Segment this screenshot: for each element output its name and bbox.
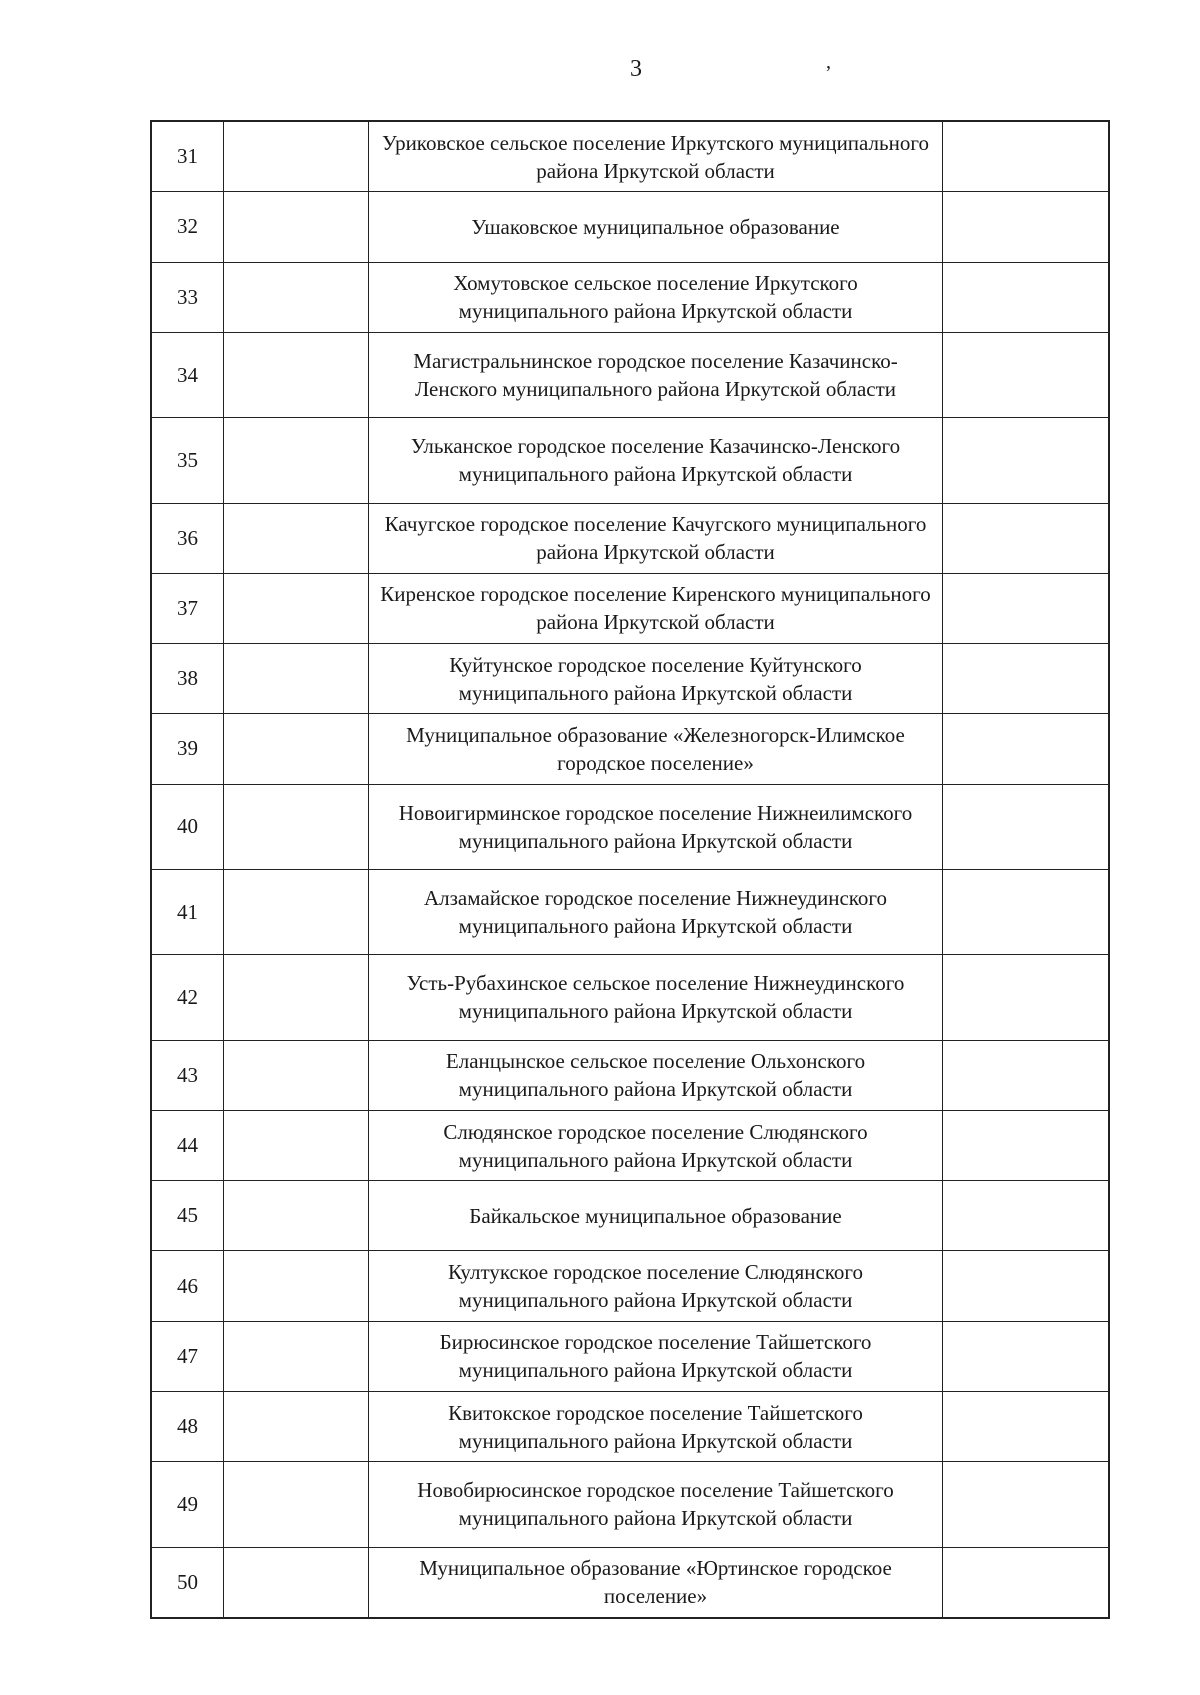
municipality-name-cell: Муниципальное образование «Юртинское городское поселение»: [369, 1547, 943, 1617]
table-row: [152, 1110, 1109, 1180]
municipality-name-cell: Ульканское городское поселение Казачинско-Ленского муниципального района Иркутской области: [369, 418, 943, 503]
empty-cell: [943, 955, 1109, 1040]
table-row: [152, 332, 1109, 417]
empty-cell: [943, 1547, 1109, 1617]
empty-cell: [224, 573, 369, 643]
row-number-cell: 39: [152, 714, 224, 784]
row-number-cell: 34: [152, 332, 224, 417]
empty-cell: [224, 122, 369, 192]
row-number-cell: 32: [152, 192, 224, 262]
municipality-name-cell: Байкальское муниципальное образование: [369, 1181, 943, 1251]
empty-cell: [943, 1462, 1109, 1547]
empty-cell: [224, 192, 369, 262]
empty-cell: [943, 714, 1109, 784]
empty-cell: [943, 644, 1109, 714]
municipality-name-cell: Квитокское городское поселение Тайшетского муниципального района Иркутской области: [369, 1392, 943, 1462]
empty-cell: [224, 955, 369, 1040]
row-number-cell: 38: [152, 644, 224, 714]
empty-cell: [224, 332, 369, 417]
table-row: [152, 418, 1109, 503]
empty-cell: [224, 1110, 369, 1180]
empty-cell: [943, 573, 1109, 643]
table-row: [152, 262, 1109, 332]
empty-cell: [224, 714, 369, 784]
empty-cell: [224, 503, 369, 573]
empty-cell: [943, 262, 1109, 332]
row-number-cell: 48: [152, 1392, 224, 1462]
row-number-cell: 42: [152, 955, 224, 1040]
table-row: [152, 122, 1109, 192]
empty-cell: [224, 418, 369, 503]
row-number-cell: 35: [152, 418, 224, 503]
empty-cell: [943, 1392, 1109, 1462]
empty-cell: [224, 1321, 369, 1391]
municipality-name-cell: Слюдянское городское поселение Слюдянского муниципального района Иркутской области: [369, 1110, 943, 1180]
table-row: [152, 1547, 1109, 1617]
page-number: 3: [630, 56, 642, 82]
empty-cell: [224, 784, 369, 869]
table-row: [152, 955, 1109, 1040]
empty-cell: [943, 1181, 1109, 1251]
table-row: [152, 503, 1109, 573]
empty-cell: [943, 1110, 1109, 1180]
row-number-cell: 43: [152, 1040, 224, 1110]
empty-cell: [224, 1040, 369, 1110]
table-row: [152, 1040, 1109, 1110]
table-row: [152, 784, 1109, 869]
empty-cell: [943, 869, 1109, 954]
row-number-cell: 41: [152, 869, 224, 954]
empty-cell: [943, 1251, 1109, 1321]
row-number-cell: 31: [152, 122, 224, 192]
empty-cell: [943, 122, 1109, 192]
table-row: [152, 1181, 1109, 1251]
row-number-cell: 44: [152, 1110, 224, 1180]
municipality-name-cell: Новоигирминское городское поселение Нижнеилимского муниципального района Иркутской области: [369, 784, 943, 869]
empty-cell: [224, 1251, 369, 1321]
municipality-name-cell: Алзамайское городское поселение Нижнеудинского муниципального района Иркутской области: [369, 869, 943, 954]
table-row: [152, 869, 1109, 954]
empty-cell: [224, 262, 369, 332]
table-row: [152, 1251, 1109, 1321]
empty-cell: [943, 332, 1109, 417]
table-row: [152, 644, 1109, 714]
row-number-cell: 49: [152, 1462, 224, 1547]
row-number-cell: 40: [152, 784, 224, 869]
empty-cell: [943, 192, 1109, 262]
table-row: [152, 1392, 1109, 1462]
empty-cell: [224, 1462, 369, 1547]
municipality-name-cell: Магистральнинское городское поселение Казачинско-Ленского муниципального района Иркутской области: [369, 332, 943, 417]
table-row: [152, 573, 1109, 643]
empty-cell: [224, 1181, 369, 1251]
municipality-name-cell: Уриковское сельское поселение Иркутского муниципального района Иркутской области: [369, 122, 943, 192]
empty-cell: [943, 1040, 1109, 1110]
empty-cell: [224, 644, 369, 714]
municipality-name-cell: Муниципальное образование «Железногорск-Илимское городское поселение»: [369, 714, 943, 784]
row-number-cell: 37: [152, 573, 224, 643]
municipality-name-cell: Куйтунское городское поселение Куйтунского муниципального района Иркутской области: [369, 644, 943, 714]
municipality-name-cell: Усть-Рубахинское сельское поселение Нижнеудинского муниципального района Иркутской области: [369, 955, 943, 1040]
municipality-name-cell: Хомутовское сельское поселение Иркутского муниципального района Иркутской области: [369, 262, 943, 332]
municipalities-table: [150, 120, 1110, 1619]
table-row: [152, 1462, 1109, 1547]
municipality-name-cell: Качугское городское поселение Качугского муниципального района Иркутской области: [369, 503, 943, 573]
row-number-cell: 46: [152, 1251, 224, 1321]
row-number-cell: 36: [152, 503, 224, 573]
empty-cell: [224, 869, 369, 954]
scan-mark: ’: [825, 62, 832, 84]
municipality-name-cell: Ушаковское муниципальное образование: [369, 192, 943, 262]
municipality-name-cell: Новобирюсинское городское поселение Тайшетского муниципального района Иркутской области: [369, 1462, 943, 1547]
table-row: [152, 192, 1109, 262]
empty-cell: [943, 1321, 1109, 1391]
empty-cell: [943, 418, 1109, 503]
row-number-cell: 33: [152, 262, 224, 332]
table-row: [152, 714, 1109, 784]
table-row: [152, 1321, 1109, 1391]
municipality-name-cell: Бирюсинское городское поселение Тайшетского муниципального района Иркутской области: [369, 1321, 943, 1391]
row-number-cell: 45: [152, 1181, 224, 1251]
municipality-name-cell: Киренское городское поселение Киренского муниципального района Иркутской области: [369, 573, 943, 643]
row-number-cell: 47: [152, 1321, 224, 1391]
empty-cell: [224, 1392, 369, 1462]
empty-cell: [943, 784, 1109, 869]
table-body: [152, 122, 1109, 1618]
empty-cell: [943, 503, 1109, 573]
row-number-cell: 50: [152, 1547, 224, 1617]
municipality-name-cell: Култукское городское поселение Слюдянского муниципального района Иркутской области: [369, 1251, 943, 1321]
empty-cell: [224, 1547, 369, 1617]
municipality-name-cell: Еланцынское сельское поселение Ольхонского муниципального района Иркутской области: [369, 1040, 943, 1110]
